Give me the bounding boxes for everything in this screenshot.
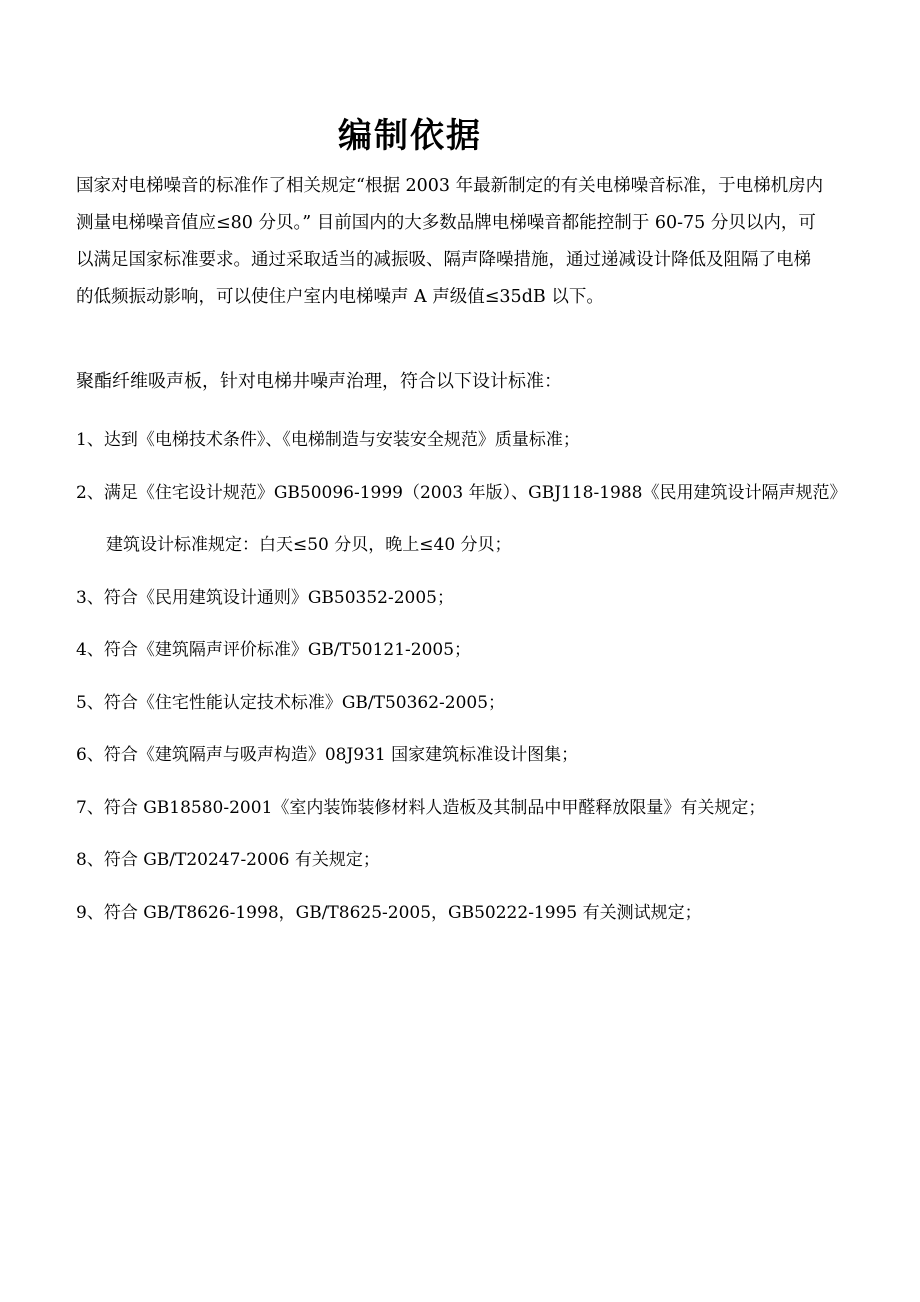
list-item: 3、符合《民用建筑设计通则》GB50352-2005；	[76, 587, 454, 608]
list-item: 5、符合《住宅性能认定技术标准》GB/T50362-2005；	[76, 692, 506, 713]
document-title: 编制依据	[338, 116, 482, 156]
paragraph-line: 测量电梯噪音值应≤80 分贝。” 目前国内的大多数品牌电梯噪音都能控制于 60-75 分贝以内，可	[76, 213, 816, 233]
list-item: 2、满足《住宅设计规范》GB50096-1999（2003 年版）、GBJ118-1988《民用建筑设计隔声规范》	[76, 482, 847, 503]
list-item: 7、符合 GB18580-2001《室内装饰装修材料人造板及其制品中甲醛释放限量》有关规定；	[76, 797, 766, 818]
list-item: 6、符合《建筑隔声与吸声构造》08J931 国家建筑标准设计图集；	[76, 745, 579, 765]
paragraph-line: 的低频振动影响，可以使住户室内电梯噪声 A 声级值≤35dB 以下。	[76, 287, 604, 307]
list-item: 8、符合 GB/T20247-2006 有关规定；	[76, 850, 380, 870]
list-item: 1、达到《电梯技术条件》、《电梯制造与安装安全规范》质量标准；	[76, 430, 580, 450]
standards-intro: 聚酯纤维吸声板，针对电梯井噪声治理，符合以下设计标准：	[76, 371, 562, 392]
list-item-continuation: 建筑设计标准规定：白天≤50 分贝，晚上≤40 分贝；	[106, 535, 512, 555]
list-item: 4、符合《建筑隔声评价标准》GB/T50121-2005；	[76, 640, 472, 660]
standards-list	[76, 422, 876, 947]
paragraph-line: 国家对电梯噪音的标准作了相关规定“根据 2003 年最新制定的有关电梯噪音标准，于电梯机房内	[76, 176, 824, 196]
paragraph-line: 以满足国家标准要求。通过采取适当的减振吸、隔声降噪措施，通过递减设计降低及阻隔了电梯	[76, 250, 811, 270]
list-item: 9、符合 GB/T8626-1998，GB/T8625-2005，GB50222-1995 有关测试规定；	[76, 902, 702, 923]
intro-paragraph	[76, 168, 856, 316]
